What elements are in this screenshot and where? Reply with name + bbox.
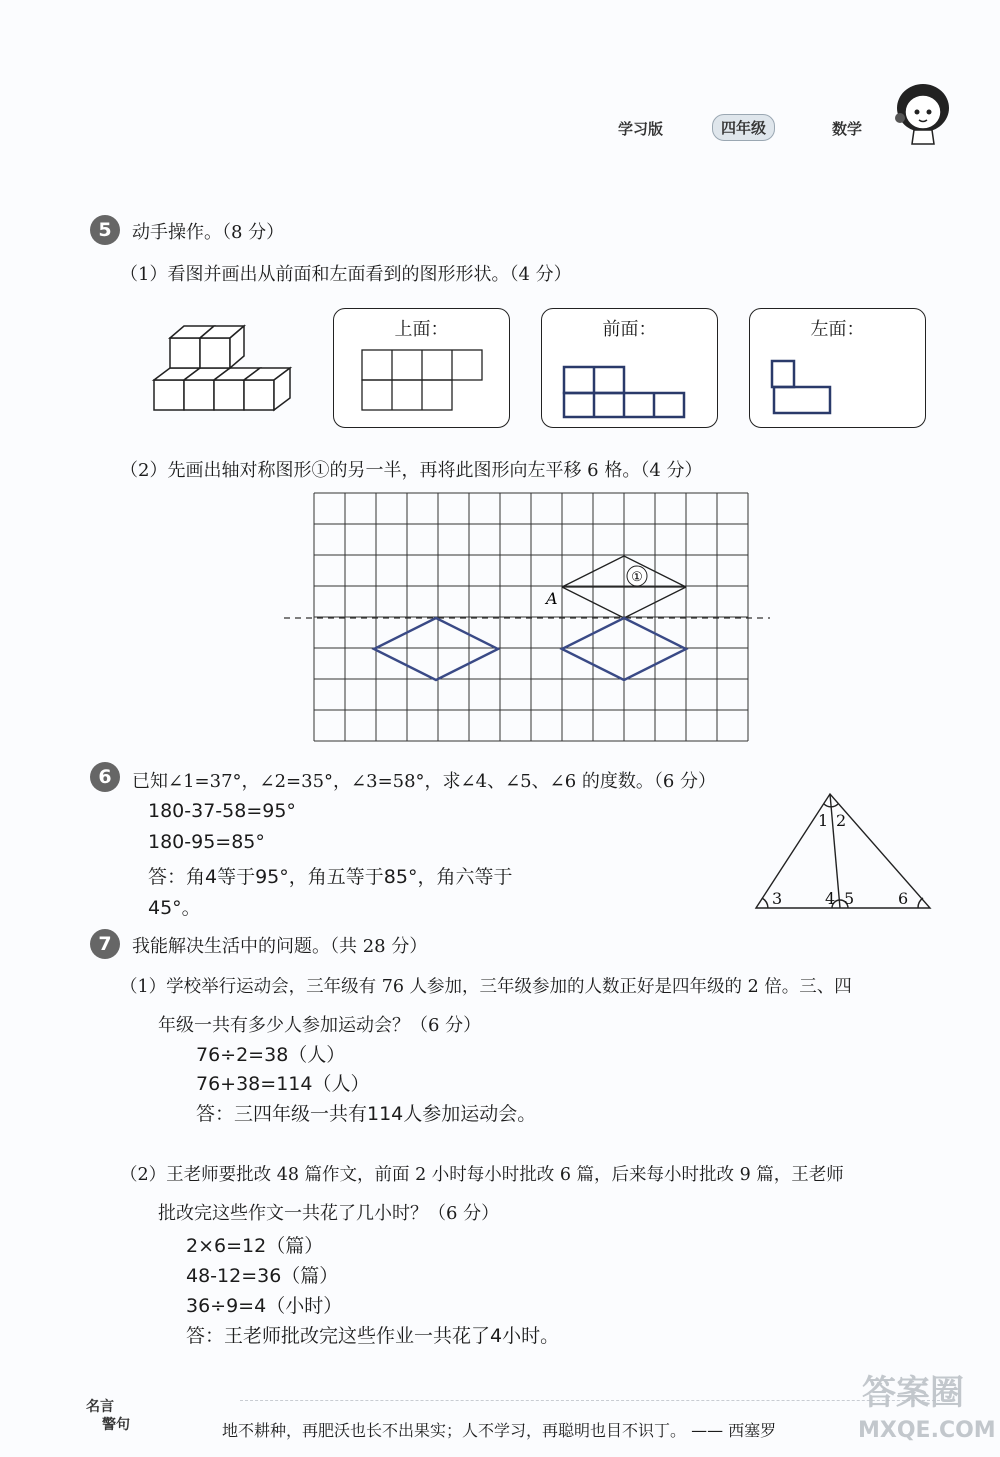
symmetry-grid [284,493,770,743]
girl-mascot-icon [888,78,958,150]
section-6-answer-line-3: 答：角4等于95°，角五等于85°，角六等于 [148,866,513,888]
angle-2-label: 2 [836,811,847,830]
section-7-q2-line-1: （2）王老师要批改 48 篇作文，前面 2 小时每小时批改 6 篇，后来每小时批改 9 篇，王老师 [120,1165,844,1185]
section-7-q1-answer-3: 答：三四年级一共有114人参加运动会。 [196,1103,537,1125]
section-7-q1-line-2: 年级一共有多少人参加运动会？（6 分） [158,1015,482,1036]
section-6-answer-line-2: 180-95=85° [148,831,265,853]
section-7-q2-answer-3: 36÷9=4（小时） [186,1295,343,1317]
footer-divider [240,1400,940,1402]
shape-1-label: ① [631,570,643,585]
section-7-title: 我能解决生活中的问题。（共 28 分） [132,936,428,957]
section-5-title: 动手操作。（8 分） [132,222,285,243]
section-7-badge: 7 [90,929,120,959]
angle-3-label: 3 [772,889,783,908]
watermark-url: MXQE.COM [858,1418,996,1443]
section-7-q1-answer-2: 76+38=114（人） [196,1073,370,1095]
top-view-label: 上面： [394,319,449,340]
section-6-badge: 6 [90,762,120,792]
section-5-part-2-prompt: （2）先画出轴对称图形①的另一半，再将此图形向左平移 6 格。（4 分） [120,460,703,481]
left-view-panel [749,308,926,428]
section-6-answer-line-4: 45°。 [148,897,201,919]
section-7-q1-line-1: （1）学校举行运动会，三年级有 76 人参加，三年级参加的人数正好是四年级的 2 倍。三、四 [120,977,852,997]
section-5-badge: 5 [90,215,120,245]
watermark-logo: 答案圈 [862,1373,964,1413]
section-5-part-1-prompt: （1）看图并画出从前面和左面看到的图形形状。（4 分） [120,264,572,285]
section-7-q2-line-2: 批改完这些作文一共花了几小时？（6 分） [158,1203,500,1224]
translated-shape [374,618,498,680]
footer-quote: 地不耕种，再肥沃也长不出果实；人不学习，再聪明也目不识丁。 —— 西塞罗 [222,1421,777,1440]
section-7-q2-answer-4: 答：王老师批改完这些作业一共花了4小时。 [186,1325,560,1347]
top-view-grid [361,349,485,413]
section-6-answer-line-1: 180-37-58=95° [148,800,296,822]
footer-corner-bottom: 警句 [102,1417,130,1433]
header-subject: 数学 [832,120,863,138]
footer-corner-top: 名言 [86,1399,114,1415]
section-7-q2-answer-1: 2×6=12（篇） [186,1235,324,1257]
point-a-label: A [546,589,558,608]
triangle-figure [752,790,934,912]
front-view-label: 前面： [602,319,657,340]
left-view-answer-drawing [770,359,840,419]
header-edition: 学习版 [618,120,664,138]
angle-6-label: 6 [898,889,909,908]
section-7-q2-answer-2: 48-12=36（篇） [186,1265,339,1287]
left-view-label: 左面： [810,319,865,340]
cube-stack-figure [150,318,310,418]
front-view-answer-drawing [562,365,688,421]
section-6-prompt: 已知∠1=37°，∠2=35°，∠3=58°，求∠4、∠5、∠6 的度数。（6 分） [132,771,717,792]
front-view-panel [541,308,718,428]
angle-1-label: 1 [818,811,829,830]
angle-4-label: 4 [825,889,836,908]
header-grade-badge: 四年级 [712,114,775,141]
section-7-q1-answer-1: 76÷2=38（人） [196,1044,346,1066]
angle-5-label: 5 [844,889,855,908]
top-view-panel [333,308,510,428]
